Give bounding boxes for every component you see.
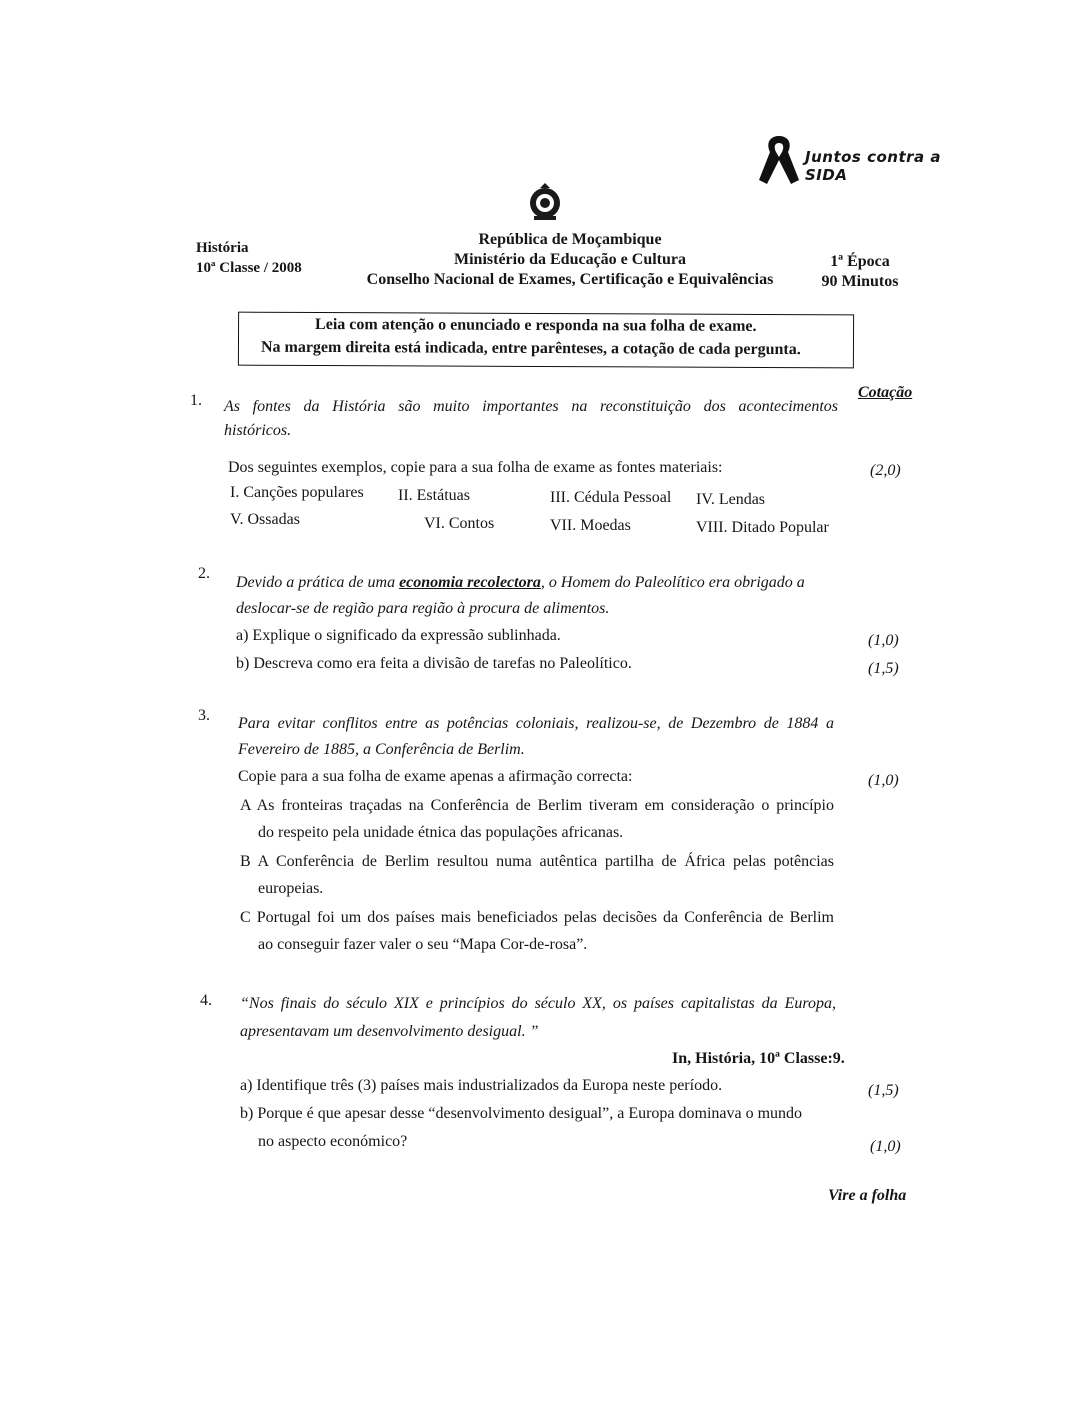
question-1-mark: (2,0)	[870, 462, 901, 479]
question-3-option-a-cont: do respeito pela unidade étnica das populações africanas.	[258, 824, 624, 841]
question-3-instruction: Copie para a sua folha de exame apenas a afirmação correcta:	[238, 768, 633, 785]
q2-stem-text: , o Homem do Paleolítico era obrigado a	[540, 574, 805, 591]
question-3-option-c: C Portugal foi um dos países mais beneficiados pelas decisões da Conferência de Berlim	[240, 909, 834, 926]
q1-option: VI. Contos	[424, 515, 495, 532]
header-left	[196, 238, 302, 278]
question-2a: a) Explique o significado da expressão sublinhada.	[236, 627, 561, 644]
question-1-instruction: Dos seguintes exemplos, copie para a sua folha de exame as fontes materiais:	[228, 459, 723, 476]
q1-option: VII. Moedas	[550, 517, 631, 534]
question-3-stem-cont: Fevereiro de 1885, a Conferência de Berlim.	[238, 741, 525, 758]
question-3-mark: (1,0)	[868, 772, 899, 789]
question-3-number: 3.	[198, 707, 210, 724]
question-4-number: 4.	[200, 992, 212, 1009]
coat-of-arms-emblem	[525, 182, 565, 222]
question-4b-mark: (1,0)	[870, 1138, 901, 1155]
question-4b: b) Porque é que apesar desse “desenvolvimento desigual”, a Europa dominava o mundo	[240, 1105, 803, 1122]
question-4a-mark: (1,5)	[868, 1082, 899, 1099]
question-4a: a) Identifique três (3) países mais industrializados da Europa neste período.	[240, 1077, 723, 1094]
q1-option: I. Canções populares	[230, 484, 364, 501]
q1-option: II. Estátuas	[398, 487, 470, 504]
question-4-source: In, História, 10ª Classe:9.	[672, 1050, 845, 1067]
q1-option: VIII. Ditado Popular	[696, 519, 829, 536]
country: República de Moçambique	[478, 231, 662, 248]
awareness-ribbon-icon	[755, 132, 805, 188]
q1-option: IV. Lendas	[696, 491, 766, 508]
question-4-quote: “Nos finais do século XIX e princípios do século XX, os países capitalistas da Europa,	[240, 995, 836, 1012]
question-3-option-b-cont: europeias.	[258, 880, 324, 897]
question-4-quote-cont: apresentavam um desenvolvimento desigual. ”	[240, 1023, 539, 1040]
campaign-banner	[755, 132, 955, 188]
season: 1ª Época	[830, 253, 890, 270]
question-2-number: 2.	[198, 565, 210, 582]
header-right	[805, 252, 915, 292]
instruction-line-2: Na margem direita está indicada, entre parênteses, a cotação de cada pergunta.	[260, 338, 801, 359]
instruction-line-1: Leia com atenção o enunciado e responda na sua folha de exame.	[315, 315, 757, 335]
marks-column-heading: Cotação	[858, 384, 913, 401]
duration: 90 Minutos	[821, 273, 899, 290]
question-2b-mark: (1,5)	[868, 660, 899, 677]
campaign-text: Juntos contra a SIDA	[805, 148, 941, 184]
question-2-stem-cont: deslocar-se de região para região à procura de alimentos.	[236, 600, 610, 617]
turn-page-note: Vire a folha	[828, 1187, 907, 1204]
instructions-box	[238, 312, 854, 369]
question-3-option-a: A As fronteiras traçadas na Conferência de Berlim tiveram em consideração o princípio	[240, 797, 834, 814]
question-2b: b) Descreva como era feita a divisão de tarefas no Paleolítico.	[236, 655, 632, 672]
header-center	[330, 230, 810, 290]
subject: História	[196, 240, 249, 256]
question-3-option-c-cont: ao conseguir fazer valer o seu “Mapa Cor-de-rosa”.	[258, 936, 588, 953]
question-1-stem-cont: históricos.	[224, 422, 292, 439]
question-2-stem	[236, 573, 805, 593]
question-3-stem: Para evitar conflitos entre as potências coloniais, realizou-se, de Dezembro de 1884 a	[238, 715, 834, 732]
ministry: Ministério da Educação e Cultura	[454, 251, 686, 268]
question-1-stem: As fontes da História são muito importantes na reconstituição dos acontecimentos	[224, 398, 838, 415]
question-4b-cont: no aspecto económico?	[258, 1133, 408, 1150]
question-2a-mark: (1,0)	[868, 632, 899, 649]
q2-underlined-term: economia recolectora	[399, 574, 541, 591]
grade-year: 10ª Classe / 2008	[196, 260, 302, 276]
q2-stem-text: Devido a prática de uma	[236, 574, 400, 591]
question-1-number: 1.	[190, 392, 202, 409]
q1-option: V. Ossadas	[230, 511, 300, 528]
council: Conselho Nacional de Exames, Certificação e Equivalências	[366, 271, 774, 288]
q1-option: III. Cédula Pessoal	[550, 489, 672, 506]
question-3-option-b: B A Conferência de Berlim resultou numa autêntica partilha de África pelas potências	[240, 853, 834, 870]
